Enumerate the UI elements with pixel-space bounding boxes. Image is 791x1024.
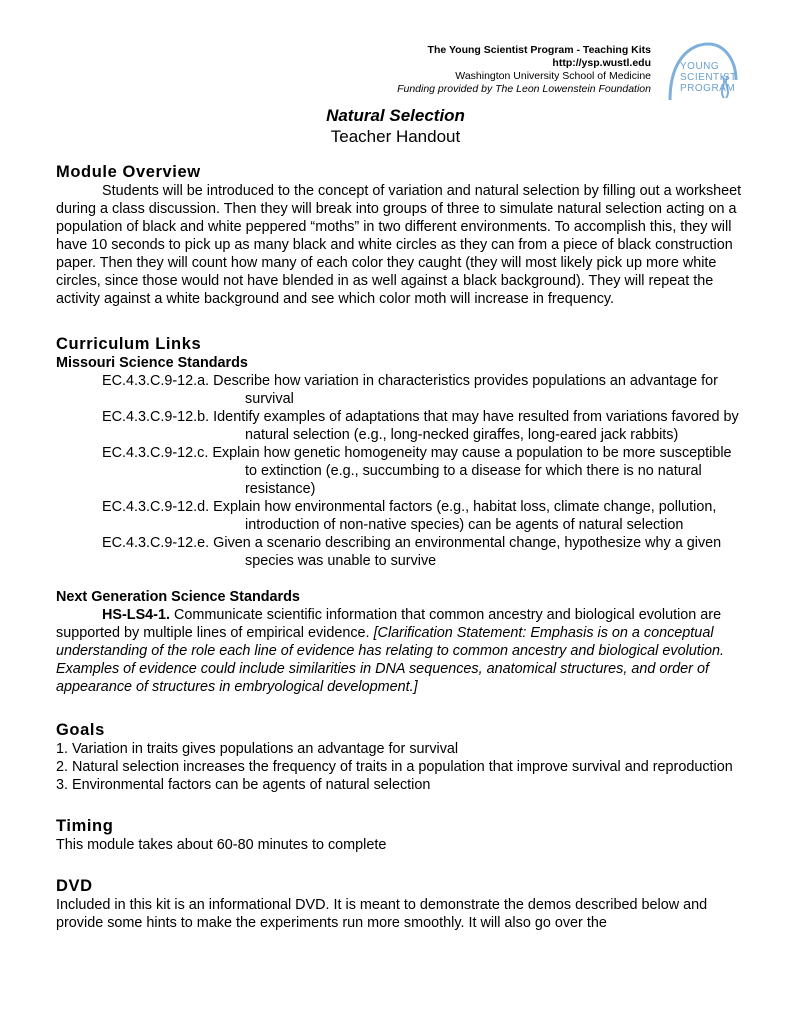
ngss-code: HS-LS4-1. bbox=[102, 607, 170, 623]
timing-heading: Timing bbox=[56, 817, 114, 835]
dvd-text: Included in this kit is an informational DVD. It is meant to demonstrate the demos described below and provide some hints to make the experiments run more smoothly. It will also go over the bbox=[56, 897, 708, 931]
document-title: Natural Selection bbox=[326, 106, 465, 125]
module-overview-heading: Module Overview bbox=[56, 163, 201, 181]
missouri-standards-heading: Missouri Science Standards bbox=[56, 355, 248, 371]
page-header bbox=[397, 44, 651, 96]
ngss-text: Communicate scientific information that common ancestry and biological evolution are supported by multiple lines of empirical evidence. bbox=[56, 607, 722, 641]
module-overview-section bbox=[56, 162, 746, 308]
header-url: http://ysp.wustl.edu bbox=[552, 57, 651, 69]
logo-text-young: YOUNG bbox=[680, 61, 720, 72]
missouri-standard-item: EC.4.3.C.9-12.b. Identify examples of adaptations that may have resulted from variations favored by natural selection (e.g., long-necked giraffes, long-eared jack rabbits) bbox=[102, 409, 739, 443]
goals-heading: Goals bbox=[56, 721, 105, 739]
timing-section bbox=[56, 816, 746, 854]
curriculum-links-section bbox=[56, 334, 746, 696]
document-body bbox=[56, 162, 746, 932]
goals-section bbox=[56, 720, 746, 794]
timing-text: This module takes about 60-80 minutes to complete bbox=[56, 837, 387, 853]
curriculum-links-heading: Curriculum Links bbox=[56, 335, 202, 353]
header-funding: Funding provided by The Leon Lowenstein Foundation bbox=[397, 83, 651, 95]
missouri-standard-item: EC.4.3.C.9-12.e. Given a scenario describing an environmental change, hypothesize why a given species was unable to survive bbox=[102, 535, 722, 569]
goal-item: 3. Environmental factors can be agents of natural selection bbox=[56, 777, 431, 793]
logo-text-scientist: SCIENTIST bbox=[680, 72, 737, 83]
dvd-heading: DVD bbox=[56, 877, 93, 895]
module-overview-text: Students will be introduced to the concept of variation and natural selection by filling out a worksheet during a class discussion. Then they will break into groups of three to simulate natural selection acting on a population of black and white peppered “moths” in two different environments. To accomplish this, they will have 10 seconds to pick up as many black and white circles as they can from a piece of black construction paper. Then they will count how many of each color they caught (they will most likely pick up more white circles, since those would not have blended in as well against a black background). They will repeat the activity against a white background and see which color moth will increase in frequency. bbox=[56, 183, 742, 307]
ysp-logo bbox=[660, 40, 740, 106]
header-institution: Washington University School of Medicine bbox=[455, 70, 651, 82]
document-subtitle: Teacher Handout bbox=[330, 127, 461, 146]
missouri-standard-item: EC.4.3.C.9-12.c. Explain how genetic homogeneity may cause a population to be more susceptible to extinction (e.g., succumbing to a disease for which there is no natural resistance) bbox=[102, 445, 732, 497]
dvd-section bbox=[56, 876, 746, 932]
header-program-name: The Young Scientist Program - Teaching Kits bbox=[427, 44, 651, 56]
goal-item: 2. Natural selection increases the frequency of traits in a population that improve survival and reproduction bbox=[56, 759, 733, 775]
ngss-heading: Next Generation Science Standards bbox=[56, 589, 300, 605]
ngss-standard bbox=[56, 606, 746, 696]
missouri-standard-item: EC.4.3.C.9-12.d. Explain how environmental factors (e.g., habitat loss, climate change, pollution, introduction of non-native species) can be agents of natural selection bbox=[102, 499, 717, 533]
logo-text-program: PROGRAM bbox=[680, 83, 736, 94]
goal-item: 1. Variation in traits gives populations an advantage for survival bbox=[56, 741, 459, 757]
ngss-clarification: [Clarification Statement: Emphasis is on a conceptual understanding of the role each line of evidence has relating to common ancestry and biological evolution. Examples of evidence could include similarities in DNA sequences, anatomical structures, and order of appearance of structures in embryological development.] bbox=[56, 625, 724, 695]
missouri-standard-item: EC.4.3.C.9-12.a. Describe how variation in characteristics provides populations an advantage for survival bbox=[102, 373, 718, 407]
